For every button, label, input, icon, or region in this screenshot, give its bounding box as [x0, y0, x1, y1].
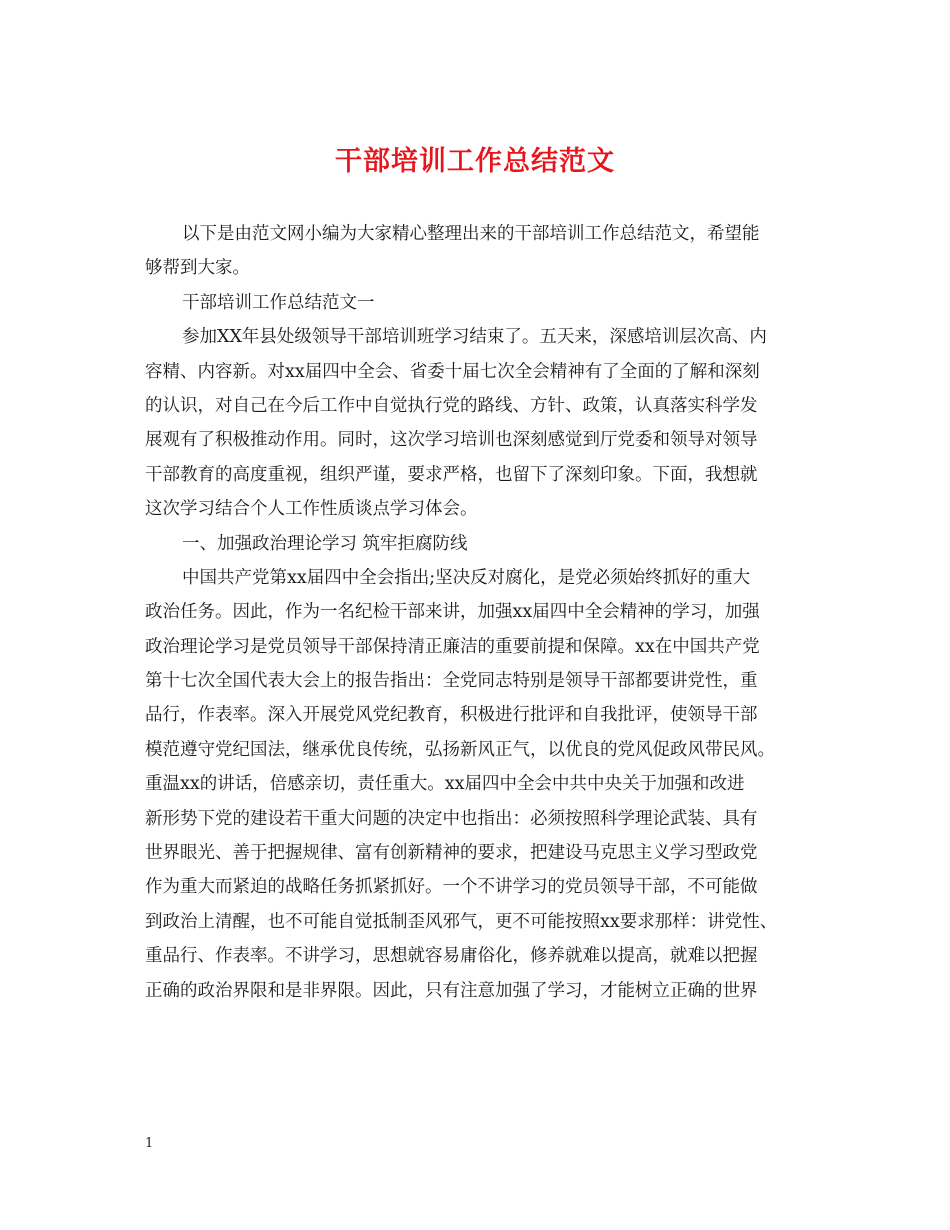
text-line: 够帮到大家。: [145, 258, 250, 279]
text-line: 的认识，对自己在今后工作中自觉执行党的路线、方针、政策，认真落实科学发: [145, 395, 758, 416]
text-line: 容精、内容新。对xx届四中全会、省委十届七次全会精神有了全面的了解和深刻: [145, 361, 760, 382]
text-line: 世界眼光、善于把握规律、富有创新精神的要求，把建设马克思主义学习型政党: [145, 843, 758, 864]
document-title: 干部培训工作总结范文: [335, 146, 615, 177]
text-line: 政治任务。因此，作为一名纪检干部来讲，加强xx届四中全会精神的学习，加强: [145, 602, 760, 623]
text-line: 一、加强政治理论学习 筑牢拒腐防线: [182, 533, 468, 554]
text-line: 这次学习结合个人工作性质谈点学习体会。: [145, 499, 478, 520]
text-line: 展观有了积极推动作用。同时，这次学习培训也深刻感觉到厅党委和领导对领导: [145, 430, 758, 451]
text-line: 第十七次全国代表大会上的报告指出：全党同志特别是领导干部都要讲党性，重: [145, 671, 758, 692]
text-line: 正确的政治界限和是非界限。因此，只有注意加强了学习，才能树立正确的世界: [145, 980, 758, 1001]
text-line: 新形势下党的建设若干重大问题的决定中也指出：必须按照科学理论武装、具有: [145, 808, 758, 829]
text-line: 模范遵守党纪国法，继承优良传统，弘扬新风正气，以优良的党风促政风带民风。: [145, 739, 775, 760]
text-line: 干部教育的高度重视，组织严谨，要求严格，也留下了深刻印象。下面，我想就: [145, 464, 758, 485]
text-line: 政治理论学习是党员领导干部保持清正廉洁的重要前提和保障。xx在中国共产党: [145, 636, 760, 657]
document-body: [145, 217, 835, 1008]
text-line: 中国共产党第xx届四中全会指出;坚决反对腐化，是党必须始终抓好的重大: [182, 567, 751, 588]
text-line: 参加XX年县处级领导干部培训班学习结束了。五天来，深感培训层次高、内: [182, 327, 767, 348]
text-line: 重温xx的讲话，倍感亲切，责任重大。xx届四中全会中共中央关于加强和改进: [145, 774, 745, 795]
text-line: 以下是由范文网小编为大家精心整理出来的干部培训工作总结范文，希望能: [182, 224, 760, 244]
text-line: 到政治上清醒，也不可能自觉抵制歪风邪气，更不可能按照xx要求那样：讲党性、: [145, 911, 778, 932]
page-number: 1: [145, 1136, 154, 1151]
text-line: 品行，作表率。深入开展党风党纪教育，积极进行批评和自我批评，使领导干部: [145, 705, 758, 726]
text-line: 作为重大而紧迫的战略任务抓紧抓好。一个不讲学习的党员领导干部，不可能做: [145, 877, 758, 898]
text-line: 重品行、作表率。不讲学习，思想就容易庸俗化，修养就难以提高，就难以把握: [145, 946, 758, 967]
text-line: 干部培训工作总结范文一: [182, 292, 375, 313]
